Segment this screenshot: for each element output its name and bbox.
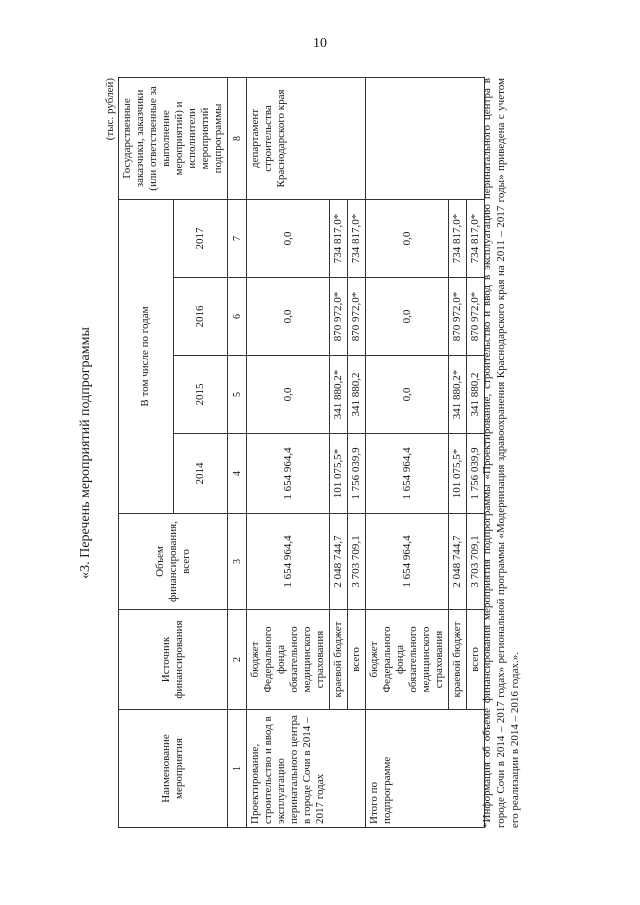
table-row: [366, 77, 449, 827]
col-number: 8: [228, 77, 247, 199]
year-cell: 1 756 039,9: [348, 433, 366, 513]
page-number: 10: [313, 36, 327, 51]
source-cell: краевой бюджет: [449, 609, 467, 709]
header-year: 2016: [173, 277, 228, 355]
year-cell: 341 880,2: [348, 355, 366, 433]
year-cell: 870 972,0*: [330, 277, 348, 355]
header-total: Объем финансирования, всего: [119, 513, 228, 609]
year-cell: 734 817,0*: [467, 199, 485, 277]
total-cell: 2 048 744,7: [449, 513, 467, 609]
header-year: 2014: [173, 433, 228, 513]
col-number: 5: [228, 355, 247, 433]
year-cell: 1 654 964,4: [366, 433, 449, 513]
col-number: 1: [228, 709, 247, 827]
col-number: 3: [228, 513, 247, 609]
source-cell: краевой бюджет: [330, 609, 348, 709]
year-cell: 1 756 039,9: [467, 433, 485, 513]
measures-table: [118, 76, 485, 827]
col-number: 6: [228, 277, 247, 355]
total-cell: 1 654 964,4: [247, 513, 330, 609]
year-cell: 734 817,0*: [348, 199, 366, 277]
col-number: 7: [228, 199, 247, 277]
header-source: Источник финансирования: [119, 609, 228, 709]
header-year: 2015: [173, 355, 228, 433]
year-cell: 734 817,0*: [330, 199, 348, 277]
header-customers: Государственные заказчики, заказчики (или ответственные за выполнение мероприятий) и исполнители мероприятий подпрограммы: [119, 77, 228, 199]
year-cell: 341 880,2*: [330, 355, 348, 433]
year-cell: 0,0: [366, 277, 449, 355]
header-row: [119, 77, 174, 827]
source-cell: всего: [348, 609, 366, 709]
year-cell: 0,0: [247, 355, 330, 433]
col-number: 4: [228, 433, 247, 513]
unit-label: (тыс. рублей): [104, 77, 116, 140]
table-row: [247, 77, 330, 827]
rotated-content: [70, 58, 570, 848]
total-cell: 2 048 744,7: [330, 513, 348, 609]
year-cell: 101 075,5*: [449, 433, 467, 513]
source-cell: всего: [467, 609, 485, 709]
source-cell: бюджет Федерального фонда обязательного медицинского страхования: [247, 609, 330, 709]
total-cell: 3 703 709,1: [467, 513, 485, 609]
year-cell: 0,0: [366, 355, 449, 433]
source-cell: бюджет Федерального фонда обязательного медицинского страхования: [366, 609, 449, 709]
customer-cell: департамент строительства Краснодарского края: [247, 77, 366, 199]
year-cell: 0,0: [247, 199, 330, 277]
column-numbers-row: [228, 77, 247, 827]
col-number: 2: [228, 609, 247, 709]
total-cell: 1 654 964,4: [366, 513, 449, 609]
year-cell: 341 880,2*: [449, 355, 467, 433]
header-name: Наименование мероприятия: [119, 709, 228, 827]
year-cell: 870 972,0*: [449, 277, 467, 355]
year-cell: 1 654 964,4: [247, 433, 330, 513]
year-cell: 870 972,0*: [467, 277, 485, 355]
header-by-year: В том числе по годам: [119, 199, 174, 513]
total-cell: 3 703 709,1: [348, 513, 366, 609]
year-cell: 101 075,5*: [330, 433, 348, 513]
footnote: *Информация об объеме финансирования мероприятия подпрограммы «Проектирование, строительство и ввод в эксплуатацию перинатального центра в городе Сочи в 2014 – 2017 годах» региональной программы «Модернизация здравоохранения Краснодарского края на 2011 – 2017 годы» приведена с учетом его реализации в 2014 – 2016 годах.».: [481, 77, 521, 828]
year-cell: 870 972,0*: [348, 277, 366, 355]
year-cell: 341 880,2: [467, 355, 485, 433]
year-cell: 0,0: [247, 277, 330, 355]
section-title: «3. Перечень мероприятий подпрограммы: [78, 326, 93, 579]
header-year: 2017: [173, 199, 228, 277]
year-cell: 0,0: [366, 199, 449, 277]
customer-cell: [366, 77, 485, 199]
measure-name: Итого по подпрограмме: [366, 709, 485, 827]
measure-name: Проектирование, строительство и ввод в эксплуатацию перинатального центра в городе Сочи в 2014 – 2017 годах: [247, 709, 366, 827]
year-cell: 734 817,0*: [449, 199, 467, 277]
